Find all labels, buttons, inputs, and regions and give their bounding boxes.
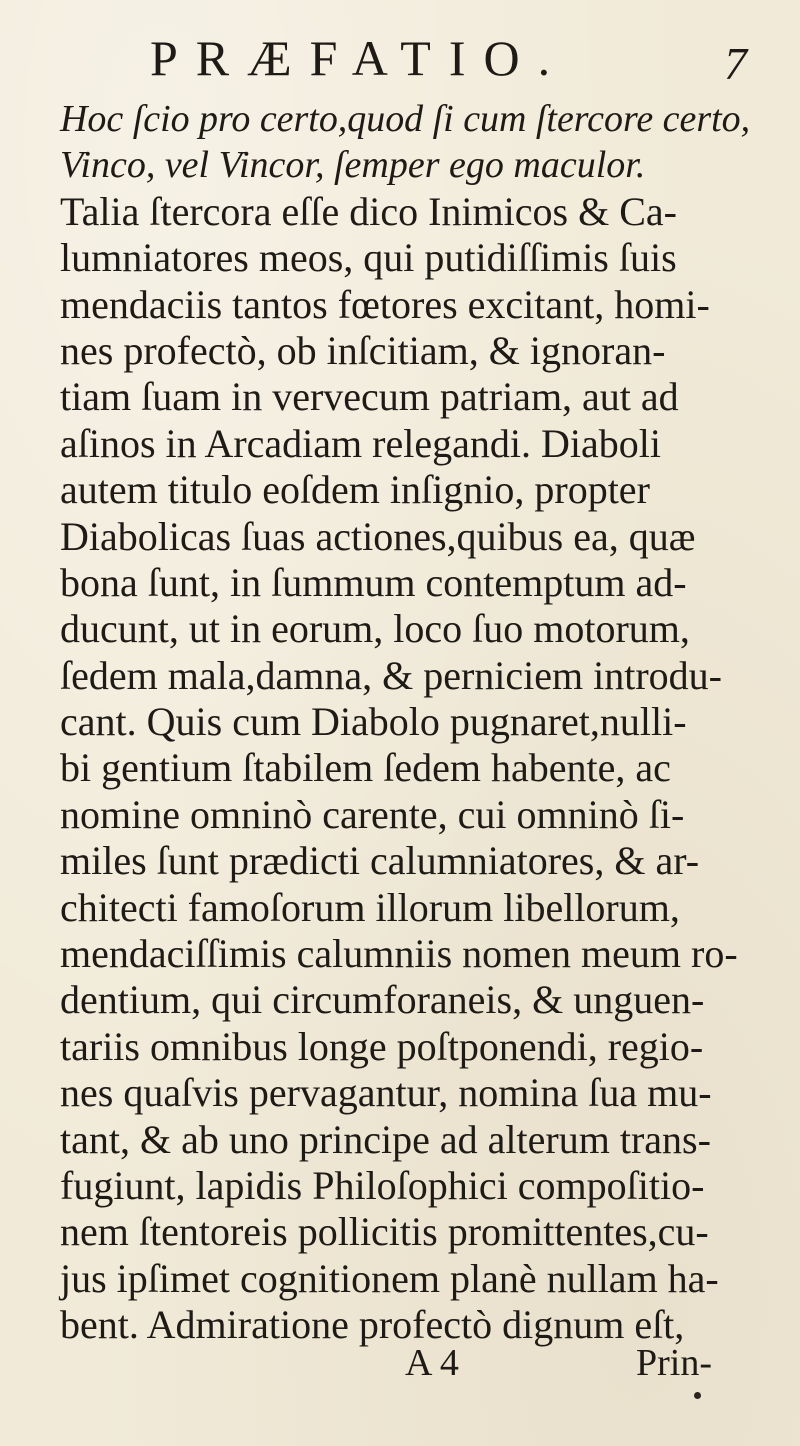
text-line: ducunt, ut in eorum, loco ſuo motorum, [60, 606, 690, 652]
text-line: mendaciis tantos fœtores excitant, homi- [60, 281, 710, 327]
text-line: miles ſunt prædicti calumniatores, & ar- [60, 838, 700, 884]
text-line: fugiunt, lapidis Philoſophici compoſitio- [60, 1162, 705, 1208]
text-line: tant, & ab uno principe ad alterum trans- [60, 1116, 711, 1162]
text-line: bent. Admiratione profectò dignum eſt, [60, 1302, 685, 1348]
page-header [0, 28, 800, 88]
catchword: Prin- [636, 1342, 712, 1384]
text-line: Diabolicas ſuas actiones,quibus ea, quæ [60, 513, 696, 559]
verse-line: Hoc ſcio pro certo,quod ſi cum ſtercore certo, [60, 98, 751, 140]
text-line: dentium, qui circumforaneis, & unguen- [60, 977, 705, 1023]
text-line: mendaciſſimis calumniis nomen meum ro- [60, 931, 738, 977]
verse-line: Vinco, vel Vincor, ſemper ego maculor. [60, 144, 646, 187]
text-line: jus ipſimet cognitionem planè nullam ha- [60, 1255, 719, 1301]
text-line: bi gentium ſtabilem ſedem habente, ac [60, 745, 671, 791]
text-line: bona ſunt, in ſummum contemptum ad- [60, 559, 687, 605]
running-title: PRÆFATIO. [150, 30, 569, 86]
catchline [60, 1340, 760, 1386]
text-line: ſedem mala,damna, & perniciem introdu- [60, 652, 722, 698]
ink-speck [694, 1392, 701, 1399]
text-line: nes quaſvis pervagantur, nomina ſua mu- [60, 1070, 712, 1116]
text-line: tiam ſuam in vervecum patriam, aut ad [60, 374, 679, 420]
text-line: lumniatores meos, qui putidiſſimis ſuis [60, 235, 677, 281]
text-line: aſinos in Arcadiam relegandi. Diaboli [60, 420, 661, 466]
text-line: nem ſtentoreis pollicitis promittentes,cu- [60, 1209, 709, 1255]
text-line: chitecti famoſorum illorum libellorum, [60, 884, 680, 930]
text-line: nomine omninò carente, cui omninò ſi- [60, 791, 685, 837]
text-line: autem titulo eoſdem inſignio, propter [60, 467, 650, 513]
page-number: 7 [724, 38, 747, 89]
text-line: cant. Quis cum Diabolo pugnaret,nulli- [60, 699, 687, 745]
text-line: Talia ſtercora eſſe dico Inimicos & Ca- [60, 188, 677, 234]
body-text [60, 96, 760, 1349]
signature-mark: A 4 [405, 1342, 459, 1384]
text-line: tariis omnibus longe poſtponendi, regio- [60, 1023, 704, 1069]
text-line: nes profectò, ob inſcitiam, & ignoran- [60, 327, 666, 373]
